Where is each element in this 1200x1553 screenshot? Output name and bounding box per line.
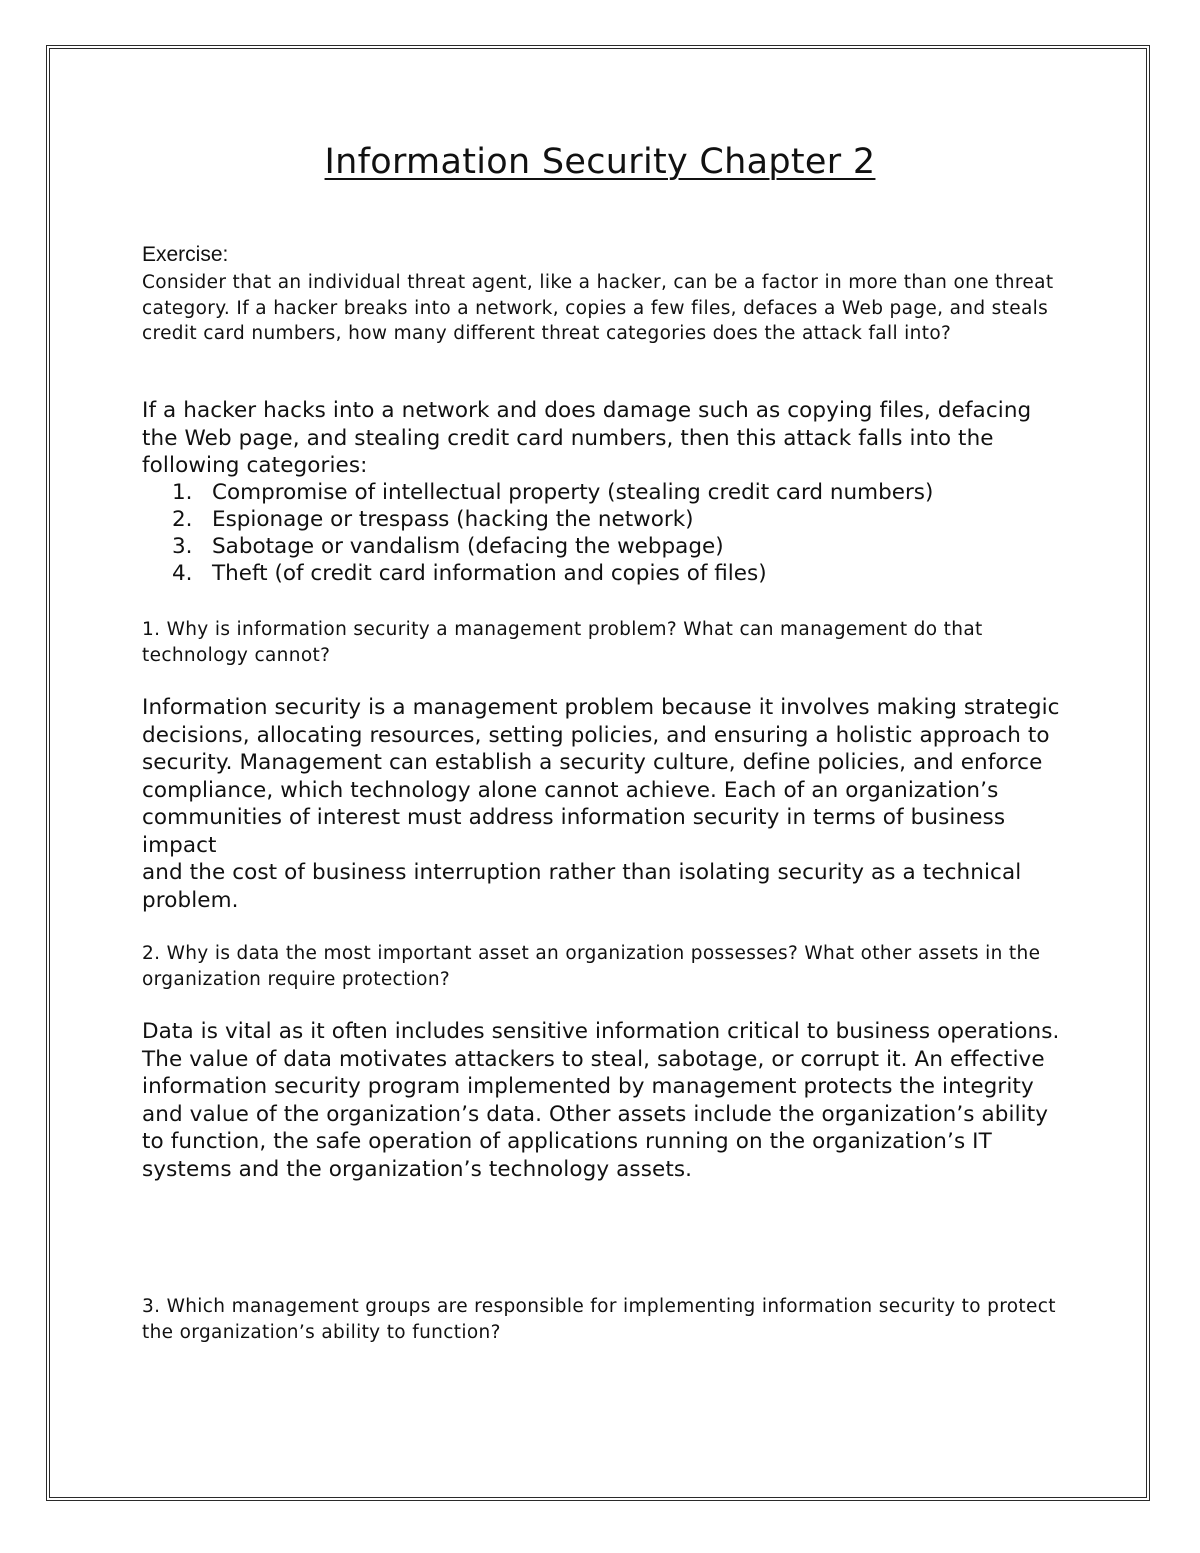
list-item-number: 4.: [172, 561, 193, 586]
answer-1-tail: and the cost of business interruption rather than isolating security as a technical problem.: [142, 860, 1022, 913]
list-item: [172, 506, 1052, 533]
page-title: Information Security Chapter 2: [324, 142, 876, 182]
question-3: 3. Which management groups are responsible for implementing information security to protect the organization’s ability to function?: [142, 1296, 1056, 1343]
list-item: [172, 479, 1052, 506]
answer-2: Data is vital as it often includes sensitive information critical to business operations. The value of data motivates attackers to steal, sabotage, or corrupt it. An effective information security program implemented by management protects the integrity and value of the organization’s data. Other assets include the organization’s ability to function, the safe operation of applications running on the organization’s IT systems and the organization’s technology assets.: [142, 1019, 1060, 1182]
answer-1: [142, 694, 1062, 914]
question-1: 1. Why is information security a management problem? What can management do that technology cannot?: [142, 619, 983, 666]
exercise-question: Consider that an individual threat agent, like a hacker, can be a factor in more than one threat category. If a hacker breaks into a network, copies a few files, defaces a Web page, and steals credit card numbers, how many different threat categories does the attack fall into?: [142, 272, 1054, 344]
list-item-text: Theft (of credit card information and copies of files): [212, 561, 767, 586]
exercise-answer-list: [172, 479, 1052, 587]
exercise-label: Exercise:: [142, 243, 229, 266]
exercise-answer-intro: If a hacker hacks into a network and does damage such as copying files, defacing the Web page, and stealing credit card numbers, then this attack falls into the following categories:: [142, 398, 1032, 478]
list-item-text: Sabotage or vandalism (defacing the webpage): [212, 534, 724, 559]
list-item-number: 1.: [172, 480, 193, 505]
list-item-text: Espionage or trespass (hacking the network): [212, 507, 694, 532]
list-item: [172, 533, 1052, 560]
list-item-number: 2.: [172, 507, 193, 532]
list-item-text: Compromise of intellectual property (stealing credit card numbers): [212, 480, 934, 505]
answer-1-main: Information security is a management problem because it involves making strategic decisions, allocating resources, setting policies, and ensuring a holistic approach to security. Management can establish a security culture, define policies, and enforce compliance, which technology alone cannot achieve. Each of an organization’s communities of interest must address information security in terms of business impact: [142, 695, 1060, 858]
list-item: [172, 560, 1052, 587]
list-item-number: 3.: [172, 534, 193, 559]
question-2: 2. Why is data the most important asset an organization possesses? What other assets in the organization require protection?: [142, 943, 1041, 990]
